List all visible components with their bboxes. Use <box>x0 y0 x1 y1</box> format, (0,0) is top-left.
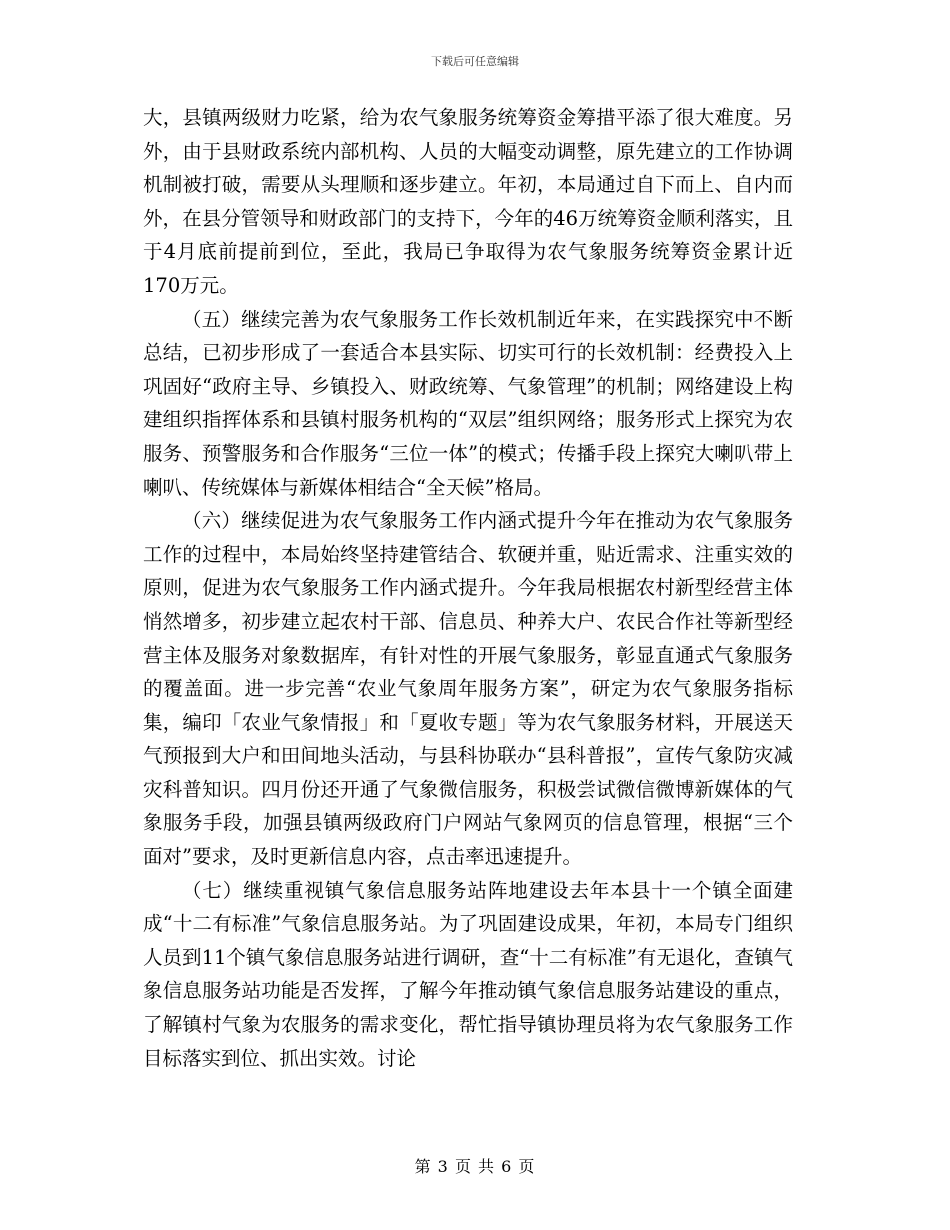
paragraph-2: （五）继续完善为农气象服务工作长效机制近年来，在实践探究中不断总结，已初步形成了一套适合本县实际、切实可行的长效机制：经费投入上巩固好“政府主导、乡镇投入、财政统筹、气象管理”的机制；网络建设上构建组织指挥体系和县镇村服务机构的“双层”组织网络；服务形式上探究为农服务、预警服务和合作服务“三位一体”的模式；传播手段上探究大喇叭带上喇叭、传统媒体与新媒体相结合“全天候”格局。 <box>143 307 793 499</box>
paragraph-3: （六）继续促进为农气象服务工作内涵式提升今年在推动为农气象服务工作的过程中，本局始终坚持建管结合、软硬并重，贴近需求、注重实效的原则，促进为农气象服务工作内涵式提升。今年我局根据农村新型经营主体悄然增多，初步建立起农村干部、信息员、种养大户、农民合作社等新型经营主体及服务对象数据库，有针对性的开展气象服务，彰显直通式气象服务的覆盖面。进一步完善“农业气象周年服务方案”，研定为农气象服务指标集，编印「农业气象情报」和「夏收专题」等为农气象服务材料，开展送天气预报到大户和田间地头活动，与县科协联办“县科普报”，宣传气象防灾减灾科普知识。四月份还开通了气象微信服务，积极尝试微信微博新媒体的气象服务手段，加强县镇两级政府门户网站气象网页的信息管理，根据“三个面对”要求，及时更新信息内容，点击率迅速提升。 <box>143 509 793 869</box>
paragraph-4: （七）继续重视镇气象信息服务站阵地建设去年本县十一个镇全面建成“十二有标准”气象信息服务站。为了巩固建设成果，年初，本局专门组织人员到11个镇气象信息服务站进行调研，查“十二有标准”有无退化，查镇气象信息服务站功能是否发挥，了解今年推动镇气象信息服务站建设的重点，了解镇村气象为农服务的需求变化，帮忙指导镇协理员将为农气象服务工作目标落实到位、抓出实效。讨论 <box>143 878 793 1070</box>
document-body <box>143 101 793 1075</box>
page-number: 第 3 页 共 6 页 <box>414 1157 536 1176</box>
header-note: 下载后可任意编辑 <box>431 55 519 68</box>
paragraph-1: 大，县镇两级财力吃紧，给为农气象服务统筹资金筹措平添了很大难度。另外，由于县财政系统内部机构、人员的大幅变动调整，原先建立的工作协调机制被打破，需要从头理顺和逐步建立。年初，本局通过自下而上、自内而外，在县分管领导和财政部门的支持下，今年的46万统筹资金顺利落实，且于4月底前提前到位，至此，我局已争取得为农气象服务统筹资金累计近170万元。 <box>143 106 793 297</box>
